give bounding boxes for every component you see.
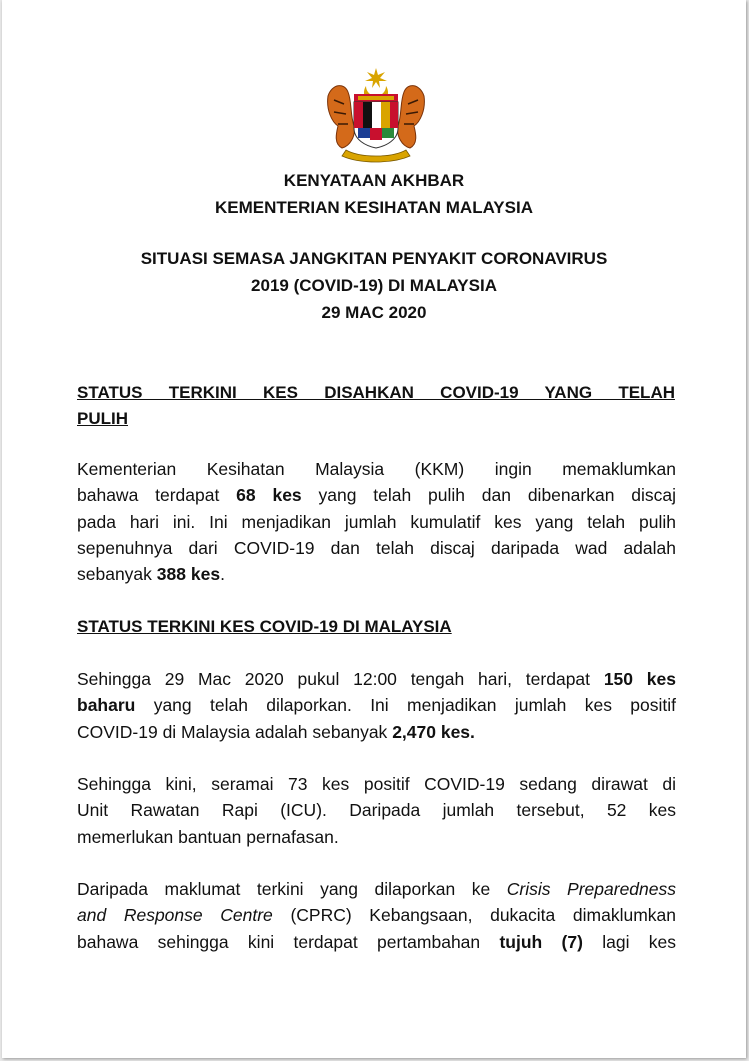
paragraph-line: memerlukan bantuan pernafasan. bbox=[77, 826, 339, 847]
paragraph-line: Sehingga 29 Mac 2020 pukul 12:00 tengah hari, terdapat 150 kes bbox=[77, 669, 676, 689]
heading-line: STATUS TERKINI KES COVID-19 DI MALAYSIA bbox=[77, 617, 452, 636]
coat-of-arms-icon bbox=[320, 66, 432, 164]
recovered-today-count: 68 kes bbox=[236, 485, 302, 506]
paragraph-line: Unit Rawatan Rapi (ICU). Daripada jumlah tersebut, 52 kes bbox=[77, 800, 676, 821]
paragraph-icu bbox=[77, 771, 676, 850]
paragraph-line: COVID-19 di Malaysia adalah sebanyak 2,470 kes. bbox=[77, 721, 475, 742]
paragraph-line: Daripada maklumat terkini yang dilaporkan ke Crisis Preparedness bbox=[77, 879, 677, 899]
paragraph-line: sebanyak 388 kes. bbox=[77, 564, 225, 585]
heading-line: STATUS TERKINI KES DISAHKAN COVID-19 YANG TELAH bbox=[77, 383, 675, 402]
press-statement-label: KENYATAAN AKHBAR bbox=[283, 171, 465, 190]
paragraph-line: pada hari ini. Ini menjadikan jumlah kumulatif kes yang telah pulih bbox=[77, 511, 676, 532]
heading-line: PULIH bbox=[77, 409, 128, 428]
total-cases-count: 2,470 kes. bbox=[392, 721, 475, 742]
recovered-cumulative-count: 388 kes bbox=[156, 564, 221, 585]
paragraph-line: bahawa sehingga kini terdapat pertambahan tujuh (7) lagi kes bbox=[77, 931, 676, 952]
title-line-2: 2019 (COVID-19) DI MALAYSIA bbox=[251, 276, 497, 295]
section-heading-status bbox=[77, 614, 675, 640]
paragraph-deaths bbox=[77, 876, 676, 955]
title-date: 29 MAC 2020 bbox=[321, 303, 427, 322]
paragraph-line: Sehingga kini, seramai 73 kes positif COVID-19 sedang dirawat di bbox=[77, 774, 676, 794]
paragraph-line: bahawa terdapat 68 kes yang telah pulih dan dibenarkan discaj bbox=[77, 485, 676, 506]
paragraph-line: and Response Centre (CPRC) Kebangsaan, dukacita dimaklumkan bbox=[77, 905, 676, 926]
deaths-count: tujuh (7) bbox=[499, 931, 583, 952]
title-line-1: SITUASI SEMASA JANGKITAN PENYAKIT CORONAVIRUS bbox=[140, 249, 608, 268]
paragraph-line: sepenuhnya dari COVID-19 dan telah discaj daripada wad adalah bbox=[77, 537, 676, 558]
document-page bbox=[2, 0, 746, 1058]
paragraph-line: baharu yang telah dilaporkan. Ini menjadikan jumlah kes positif bbox=[77, 695, 676, 716]
section-heading-recovered bbox=[77, 380, 675, 432]
paragraph-line: Kementerian Kesihatan Malaysia (KKM) ingin memaklumkan bbox=[77, 459, 676, 479]
new-cases-count: 150 kes bbox=[603, 669, 676, 689]
paragraph-new-cases bbox=[77, 666, 676, 745]
paragraph-recovered bbox=[77, 456, 676, 587]
ministry-name: KEMENTERIAN KESIHATAN MALAYSIA bbox=[215, 198, 533, 217]
